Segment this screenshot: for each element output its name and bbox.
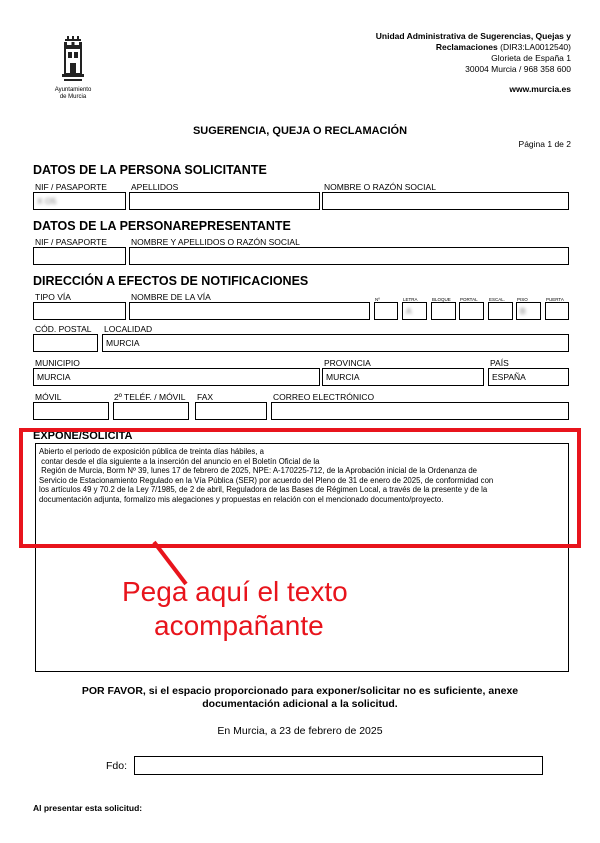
office-name-line1: Unidad Administrativa de Sugerencias, Quejas y [375, 31, 571, 41]
email-label: CORREO ELECTRÓNICO [273, 392, 375, 402]
fax-input[interactable] [195, 402, 267, 420]
expone-line-4: Servicio de Estacionamiento Regulado en la Vía Pública (SER) por acuerdo del Pleno de 31 de enero de 2025, de conformidad con [39, 475, 494, 485]
office-address-line1: Glorieta de España 1 [491, 53, 571, 63]
notice-line1: POR FAVOR, si el espacio proporcionado para exponer/solicitar no es suficiente, anexe [81, 685, 519, 697]
signature-input[interactable] [134, 756, 543, 775]
municipio-label: MUNICIPIO [35, 358, 80, 368]
cp-label: CÓD. POSTAL [35, 324, 92, 334]
tipo-via-label: TIPO VÍA [35, 292, 71, 302]
apellidos-label: APELLIDOS [131, 182, 179, 192]
logo-text-line1: Ayuntamiento [54, 87, 92, 93]
section-title-solicitante: DATOS DE LA PERSONA SOLICITANTE [33, 163, 267, 177]
piso-input[interactable]: B [516, 302, 541, 320]
date-text: En Murcia, a 23 de febrero de 2025 [217, 725, 383, 737]
section-title-representante: DATOS DE LA PERSONAREPRESENTANTE [33, 219, 291, 233]
expone-line-6: documentación adjunta, formalizo mis alegaciones y propuestas en relación con el mencionado documento/proyecto. [39, 494, 444, 504]
portal-label: PORTAL [460, 297, 478, 302]
form-title: SUGERENCIA, QUEJA O RECLAMACIÓN [192, 125, 408, 137]
telefono2-input[interactable] [113, 402, 189, 420]
office-address-line2: 30004 Murcia / 968 358 600 [465, 64, 571, 74]
rep-nombre-input[interactable] [129, 247, 569, 265]
rep-nif-label: NIF / PASAPORTE [35, 237, 107, 247]
presenting-label: Al presentar esta solicitud: [33, 803, 143, 813]
rep-nombre-label: NOMBRE Y APELLIDOS O RAZÓN SOCIAL [131, 237, 300, 247]
puerta-label: PUERTA [546, 297, 564, 302]
section-title-expone: EXPONE/SOLICITA [33, 430, 133, 442]
puerta-input[interactable] [545, 302, 569, 320]
escalera-input[interactable] [488, 302, 513, 320]
annotation-text-line2: acompañante [154, 610, 324, 641]
telefono2-label: 2º TELÉF. / MÓVIL [114, 392, 186, 402]
escalera-label: ESCAL. [489, 297, 506, 302]
section-title-direccion: DIRECCIÓN A EFECTOS DE NOTIFICACIONES [33, 274, 309, 288]
expone-line-5: los artículos 49 y 70.2 de la Ley 7/1985, de 2 de abril, Reguladora de las Bases de Régimen Local, a través de la presente y de la [39, 485, 488, 495]
bloque-input[interactable] [431, 302, 456, 320]
numero-input[interactable] [374, 302, 398, 320]
nif-input[interactable]: X O5 [33, 192, 126, 210]
letra-label: LETRA [403, 297, 418, 302]
municipio-input[interactable]: MURCIA [33, 368, 320, 386]
pais-input[interactable]: ESPAÑA [488, 368, 569, 386]
rep-nif-input[interactable] [33, 247, 126, 265]
bloque-label: BLOQUE [432, 297, 451, 302]
localidad-input[interactable]: MURCIA [102, 334, 569, 352]
nombre-via-input[interactable] [129, 302, 370, 320]
nombre-via-label: NOMBRE DE LA VÍA [131, 292, 211, 302]
tipo-via-input[interactable] [33, 302, 126, 320]
fax-label: FAX [197, 392, 214, 402]
piso-label: PISO [517, 297, 528, 302]
numero-label: Nº [375, 297, 380, 302]
annotation-text-line1: Pega aquí el texto [122, 576, 348, 607]
movil-input[interactable] [33, 402, 109, 420]
highlight-frame [19, 428, 581, 548]
signature-label: Fdo: [106, 760, 128, 772]
nombre-label: NOMBRE O RAZÓN SOCIAL [324, 182, 436, 192]
pais-label: PAÍS [490, 358, 509, 368]
office-website: www.murcia.es [509, 84, 571, 94]
city-logo [40, 36, 106, 106]
expone-line-1: Abierto el periodo de exposición pública de treinta días hábiles, a [39, 447, 264, 456]
office-name-bold: Reclamaciones [435, 42, 498, 52]
letra-input[interactable]: A [402, 302, 427, 320]
apellidos-input[interactable] [129, 192, 320, 210]
page-number: Página 1 de 2 [518, 139, 571, 149]
movil-label: MÓVIL [35, 392, 62, 402]
office-name-line2 [436, 42, 571, 52]
notice-line2: documentación adicional a la solicitud. [202, 698, 398, 710]
office-code: (DIR3:LA0012540) [500, 42, 571, 52]
provincia-input[interactable]: MURCIA [322, 368, 484, 386]
logo-text-line2: de Murcia [59, 94, 87, 100]
email-input[interactable] [271, 402, 569, 420]
nombre-input[interactable] [322, 192, 569, 210]
expone-line-3: Región de Murcia, Borm Nº 39, lunes 17 de febrero de 2025, NPE: A-170225-712, de la Aprobación inicial de la Ordenanza de [39, 466, 478, 476]
coat-of-arms-icon [40, 36, 106, 86]
portal-input[interactable] [459, 302, 484, 320]
cp-input[interactable] [33, 334, 98, 352]
provincia-label: PROVINCIA [324, 358, 371, 368]
nif-label: NIF / PASAPORTE [35, 182, 107, 192]
localidad-label: LOCALIDAD [104, 324, 153, 334]
expone-line-2: contar desde el día siguiente a la inserción del anuncio en el Boletín Oficial de la [39, 456, 320, 466]
